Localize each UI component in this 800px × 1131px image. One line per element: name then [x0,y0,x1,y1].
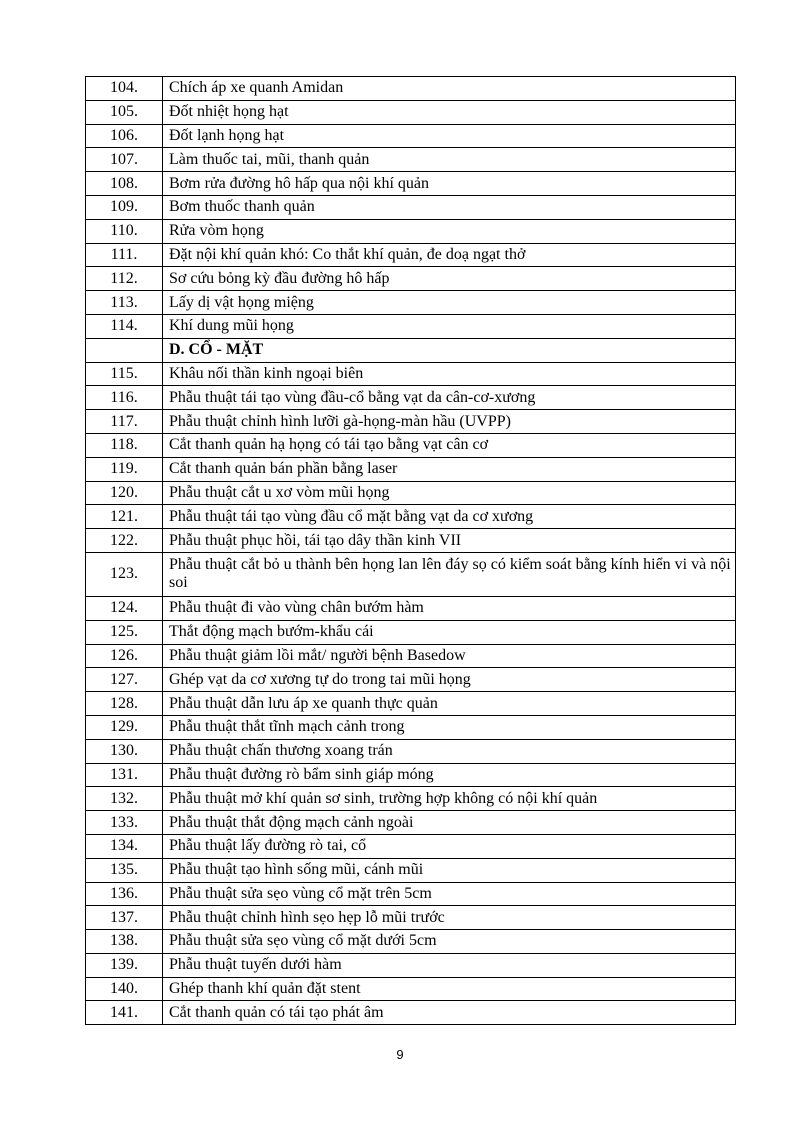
table-row [86,291,736,315]
table-row [86,739,736,763]
table-row [86,1001,736,1025]
row-number: 105. [86,100,163,124]
table-row [86,124,736,148]
table-row [86,858,736,882]
section-row [86,338,736,362]
row-number: 109. [86,195,163,219]
table-row [86,668,736,692]
table-row [86,977,736,1001]
procedure-name: Phẫu thuật cắt u xơ vòm mũi họng [163,481,736,505]
row-number: 130. [86,739,163,763]
procedure-name: Phẫu thuật giảm lồi mắt/ người bệnh Basedow [163,644,736,668]
table-row [86,77,736,101]
row-number: 111. [86,243,163,267]
table-row [86,362,736,386]
table-row [86,148,736,172]
procedure-name: Phẫu thuật sửa sẹo vùng cổ mặt trên 5cm [163,882,736,906]
procedure-name: Sơ cứu bỏng kỳ đầu đường hô hấp [163,267,736,291]
procedure-name: Chích áp xe quanh Amidan [163,77,736,101]
row-number: 120. [86,481,163,505]
row-number: 133. [86,811,163,835]
procedure-name: Khí dung mũi họng [163,314,736,338]
procedure-name: Phẫu thuật chấn thương xoang trán [163,739,736,763]
procedure-table [85,76,736,1025]
row-number: 116. [86,386,163,410]
table-row [86,314,736,338]
row-number [86,338,163,362]
procedure-name: Cắt thanh quản bán phần bằng laser [163,457,736,481]
row-number: 110. [86,219,163,243]
table-row [86,834,736,858]
table-row [86,596,736,620]
procedure-name: Cắt thanh quản hạ họng có tái tạo bằng vạt cân cơ [163,433,736,457]
row-number: 127. [86,668,163,692]
procedure-name: Phẫu thuật phục hồi, tái tạo dây thần kinh VII [163,529,736,553]
table-row [86,410,736,434]
table-row [86,811,736,835]
table-row [86,481,736,505]
table-row [86,433,736,457]
table-row [86,882,736,906]
procedure-name: Ghép thanh khí quản đặt stent [163,977,736,1001]
table-row [86,715,736,739]
row-number: 137. [86,906,163,930]
row-number: 138. [86,930,163,954]
row-number: 124. [86,596,163,620]
row-number: 125. [86,620,163,644]
table-row [86,930,736,954]
row-number: 104. [86,77,163,101]
procedure-name: Phẫu thuật tái tạo vùng đầu cổ mặt bằng vạt da cơ xương [163,505,736,529]
row-number: 129. [86,715,163,739]
procedure-name: Cắt thanh quản có tái tạo phát âm [163,1001,736,1025]
procedure-name: Phẫu thuật tuyến dưới hàm [163,953,736,977]
table-row [86,267,736,291]
row-number: 121. [86,505,163,529]
row-number: 123. [86,552,163,596]
section-heading: D. CỔ - MẶT [163,338,736,362]
row-number: 113. [86,291,163,315]
procedure-name: Phẫu thuật thắt động mạch cảnh ngoài [163,811,736,835]
row-number: 139. [86,953,163,977]
row-number: 114. [86,314,163,338]
procedure-name: Khâu nối thần kinh ngoại biên [163,362,736,386]
row-number: 107. [86,148,163,172]
row-number: 136. [86,882,163,906]
table-row [86,552,736,596]
row-number: 122. [86,529,163,553]
row-number: 117. [86,410,163,434]
procedure-table-body [86,77,736,1025]
procedure-name: Lấy dị vật họng miệng [163,291,736,315]
table-row [86,529,736,553]
table-row [86,787,736,811]
procedure-name: Phẫu thuật chỉnh hình sẹo hẹp lỗ mũi trước [163,906,736,930]
procedure-name: Ghép vạt da cơ xương tự do trong tai mũi họng [163,668,736,692]
procedure-name: Bơm rửa đường hô hấp qua nội khí quản [163,172,736,196]
table-row [86,692,736,716]
row-number: 128. [86,692,163,716]
row-number: 140. [86,977,163,1001]
table-row [86,195,736,219]
row-number: 131. [86,763,163,787]
table-row [86,386,736,410]
procedure-name: Bơm thuốc thanh quản [163,195,736,219]
table-row [86,219,736,243]
row-number: 112. [86,267,163,291]
procedure-name: Phẫu thuật đi vào vùng chân bướm hàm [163,596,736,620]
row-number: 135. [86,858,163,882]
row-number: 106. [86,124,163,148]
procedure-name: Phẫu thuật chỉnh hình lưỡi gà-họng-màn hầu (UVPP) [163,410,736,434]
row-number: 108. [86,172,163,196]
table-row [86,906,736,930]
procedure-name: Làm thuốc tai, mũi, thanh quản [163,148,736,172]
procedure-name: Rửa vòm họng [163,219,736,243]
procedure-name: Phẫu thuật dẫn lưu áp xe quanh thực quản [163,692,736,716]
procedure-name: Đốt lạnh họng hạt [163,124,736,148]
table-row [86,243,736,267]
table-row [86,457,736,481]
row-number: 141. [86,1001,163,1025]
procedure-name: Phẫu thuật mở khí quản sơ sinh, trường hợp không có nội khí quản [163,787,736,811]
procedure-name: Đặt nội khí quản khó: Co thắt khí quản, đe doạ ngạt thở [163,243,736,267]
table-row [86,100,736,124]
table-row [86,505,736,529]
procedure-name: Phẫu thuật cắt bỏ u thành bên họng lan lên đáy sọ có kiểm soát bằng kính hiển vi và nội soi [163,552,736,596]
table-row [86,763,736,787]
table-row [86,953,736,977]
procedure-name: Phẫu thuật tái tạo vùng đầu-cổ bằng vạt da cân-cơ-xương [163,386,736,410]
procedure-name: Phẫu thuật sửa sẹo vùng cổ mặt dưới 5cm [163,930,736,954]
procedure-name: Phẫu thuật đường rò bẩm sinh giáp móng [163,763,736,787]
table-row [86,644,736,668]
table-row [86,620,736,644]
row-number: 118. [86,433,163,457]
row-number: 115. [86,362,163,386]
procedure-name: Đốt nhiệt họng hạt [163,100,736,124]
procedure-name: Phẫu thuật lấy đường rò tai, cổ [163,834,736,858]
row-number: 132. [86,787,163,811]
page-number: 9 [396,1047,404,1062]
procedure-name: Thắt động mạch bướm-khẩu cái [163,620,736,644]
procedure-name: Phẫu thuật tạo hình sống mũi, cánh mũi [163,858,736,882]
row-number: 134. [86,834,163,858]
row-number: 119. [86,457,163,481]
procedure-name: Phẫu thuật thắt tĩnh mạch cảnh trong [163,715,736,739]
row-number: 126. [86,644,163,668]
table-row [86,172,736,196]
